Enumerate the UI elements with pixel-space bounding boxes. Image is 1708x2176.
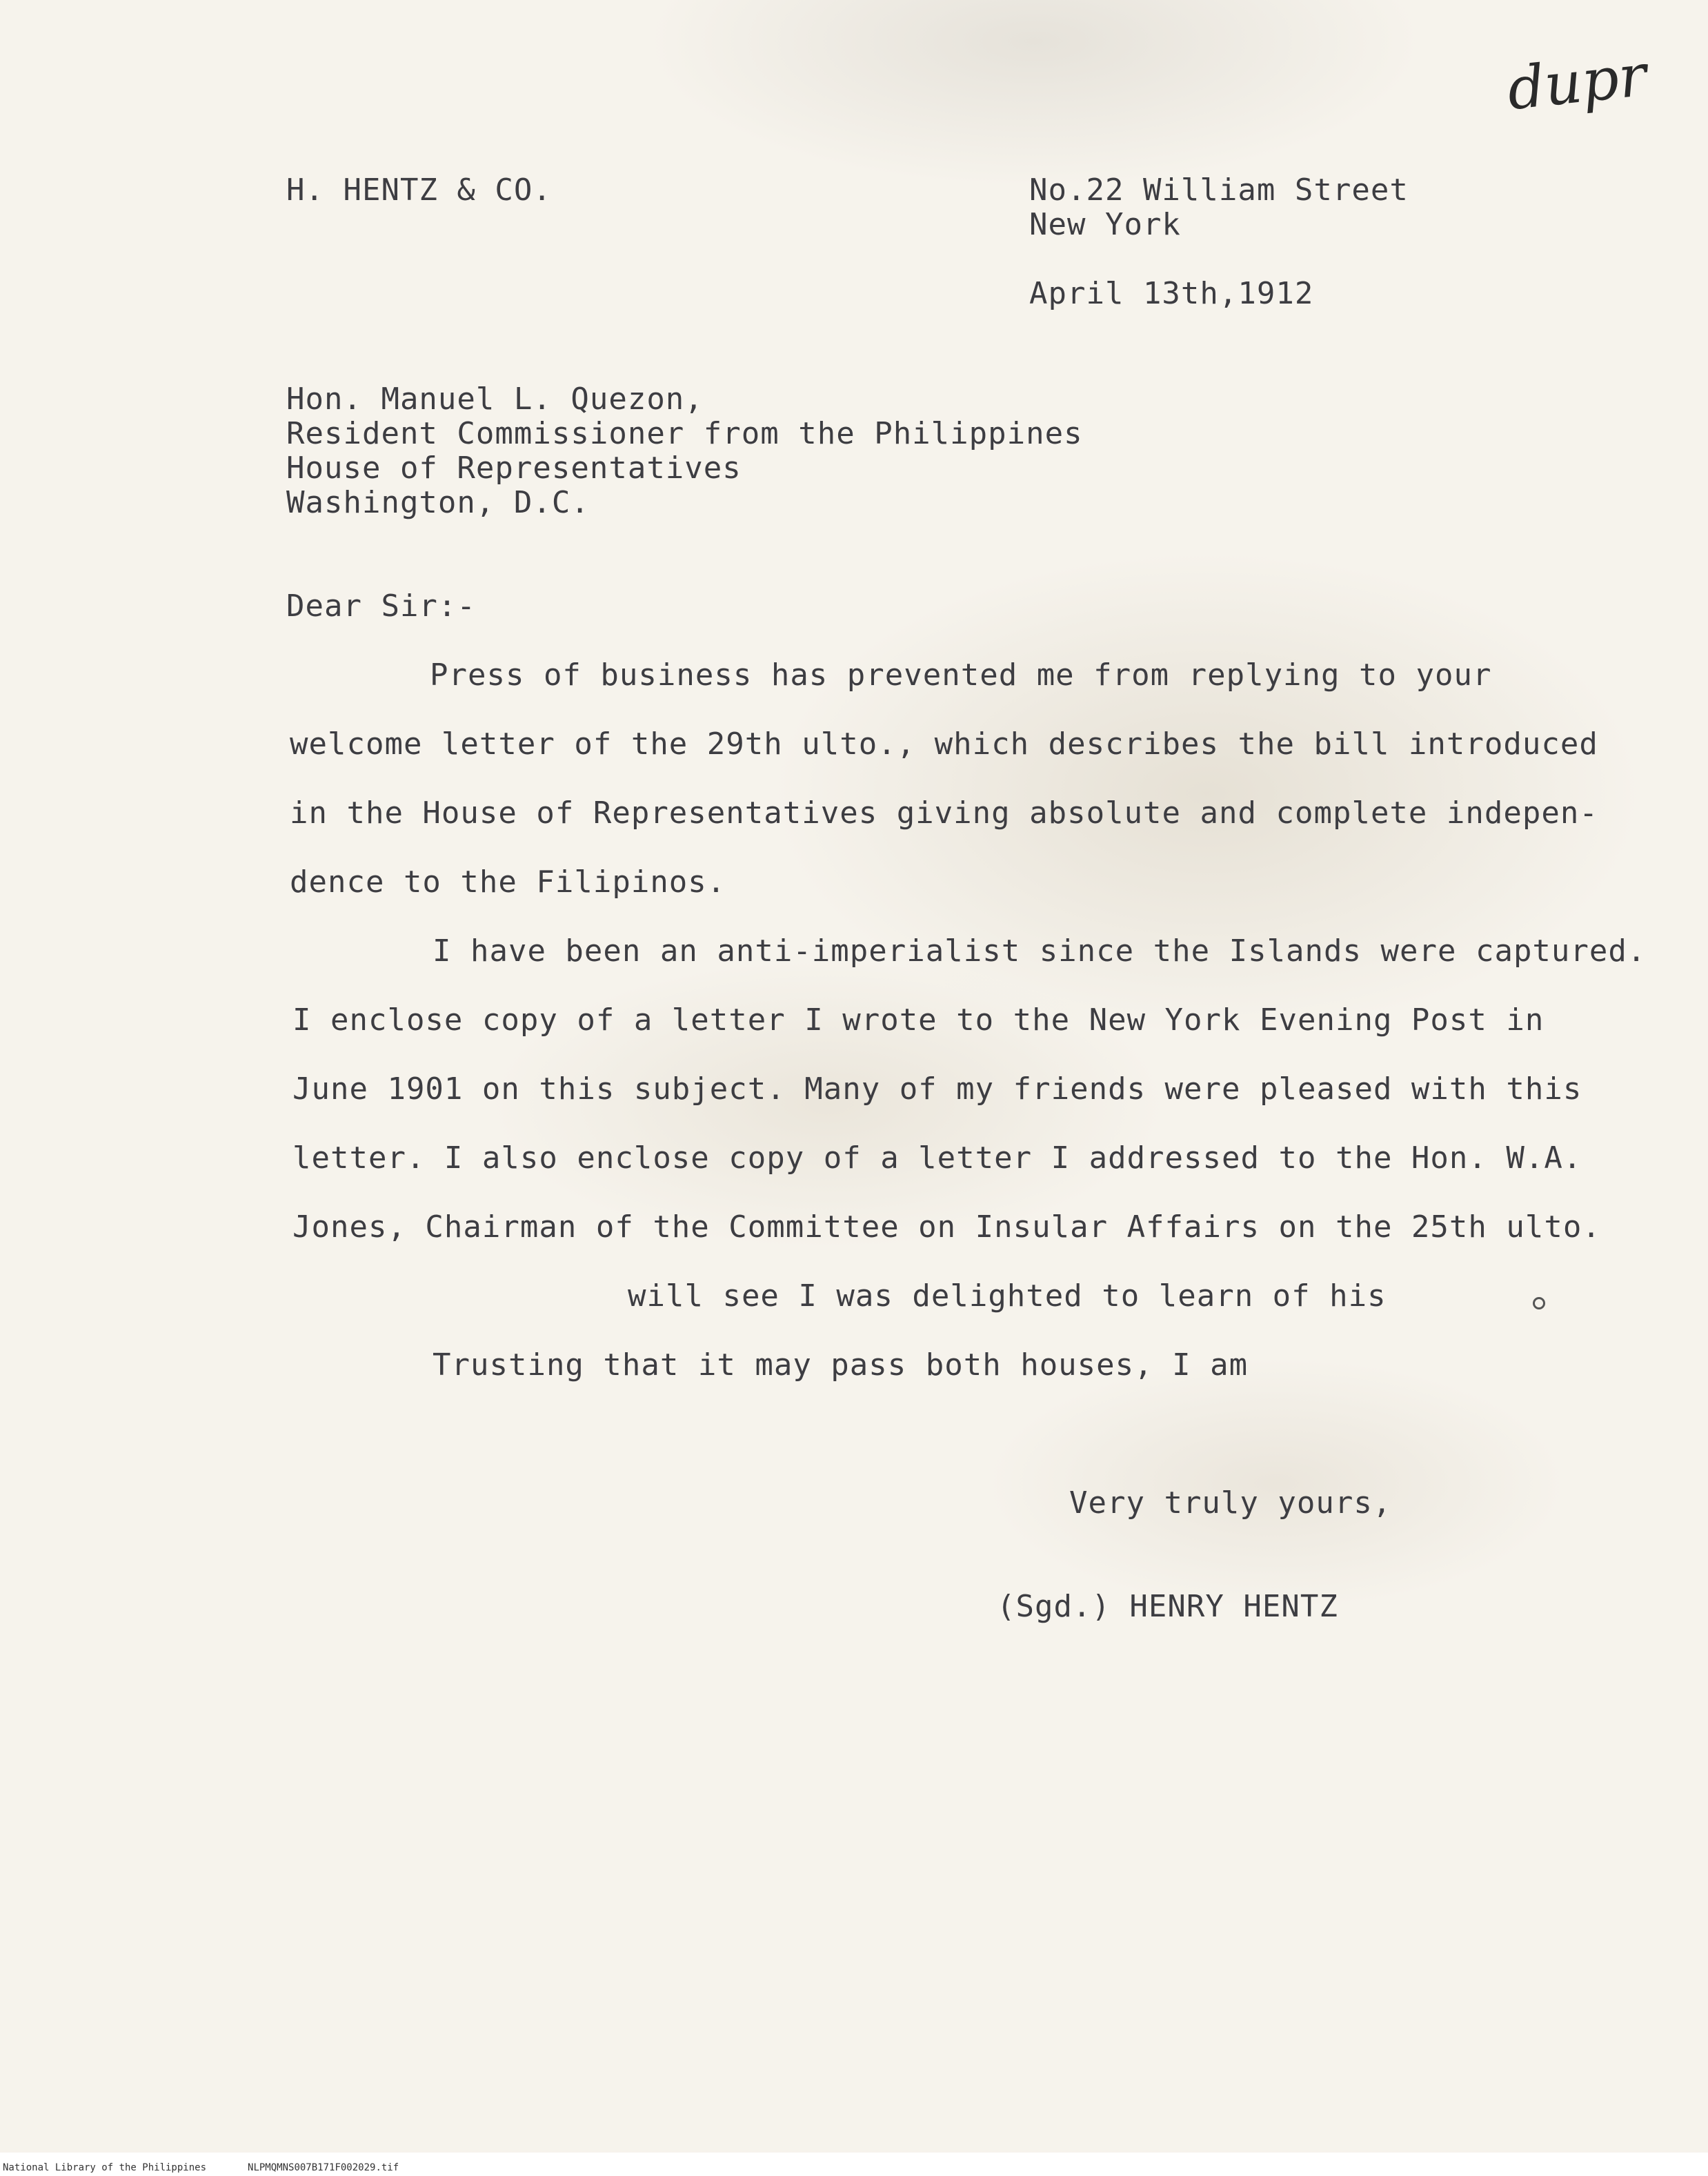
footer-library: National Library of the Philippines [3,2162,207,2173]
letter-date: April 13th,1912 [1029,276,1314,311]
salutation: Dear Sir:- [286,588,476,624]
body-line: I enclose copy of a letter I wrote to the New York Evening Post in [292,1002,1545,1038]
signature: (Sgd.) HENRY HENTZ [997,1589,1338,1624]
body-line: will see I was delighted to learn of his [628,1278,1387,1314]
address-street: No.22 William Street [1029,172,1409,208]
company-name: H. HENTZ & CO. [286,172,552,208]
address-city: New York [1029,207,1181,242]
handwritten-note: dupr [1504,41,1650,123]
body-line: welcome letter of the 29th ulto., which describes the bill introduced [290,726,1598,762]
body-line: Jones, Chairman of the Committee on Insular Affairs on the 25th ulto. [292,1209,1601,1245]
closing: Very truly yours, [1069,1485,1392,1521]
body-line: letter. I also enclose copy of a letter I addressed to the Hon. W.A. [292,1140,1582,1176]
body-line: in the House of Representatives giving absolute and complete indepen- [290,795,1598,831]
recipient-name: Hon. Manuel L. Quezon, [286,382,704,417]
recipient-office: House of Representatives [286,451,742,486]
body-line: I have been an anti-imperialist since the Islands were captured. [433,933,1647,969]
recipient-city: Washington, D.C. [286,485,590,520]
body-line: Trusting that it may pass both houses, I am [433,1347,1249,1383]
body-line: dence to the Filipinos. [290,864,726,900]
scan-footer [3,2162,440,2173]
body-line: Press of business has prevented me from replying to your [430,657,1492,693]
body-line: June 1901 on this subject. Many of my friends were pleased with this [292,1071,1582,1107]
recipient-title: Resident Commissioner from the Philippines [286,416,1083,451]
typed-degree-mark [1533,1297,1545,1309]
footer-filename: NLPMQMNS007B171F002029.tif [248,2162,399,2173]
